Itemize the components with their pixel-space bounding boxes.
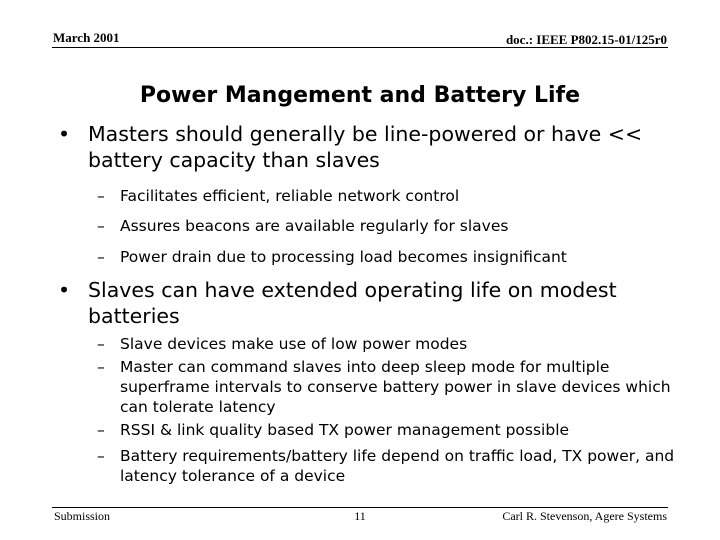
bullet-item xyxy=(58,121,658,173)
sub-bullet-marker: – xyxy=(97,217,105,235)
sub-bullet-text: Master can command slaves into deep sleep mode for multiple superframe intervals to conserve battery power in slave devices which can tolerate latency xyxy=(120,358,671,416)
sub-bullet-item xyxy=(97,247,677,267)
slide-title: Power Mangement and Battery Life xyxy=(139,83,581,108)
bullet-text: Slaves can have extended operating life on modest batteries xyxy=(88,278,617,328)
sub-bullet-marker: – xyxy=(97,248,105,266)
footer-page-number: 11 xyxy=(354,509,366,523)
footer-author: Carl R. Stevenson, Agere Systems xyxy=(502,509,667,523)
sub-bullet-item xyxy=(97,186,677,206)
sub-bullet-item xyxy=(97,357,677,417)
sub-bullet-marker: – xyxy=(97,187,105,205)
sub-bullet-text: Slave devices make use of low power modes xyxy=(120,335,468,353)
sub-bullet-marker: – xyxy=(97,447,105,465)
footer-divider xyxy=(52,507,668,508)
sub-bullet-item xyxy=(97,334,677,354)
sub-bullet-text: Battery requirements/battery life depend on traffic load, TX power, and latency tolerance of a device xyxy=(120,447,675,485)
sub-bullet-marker: – xyxy=(97,421,105,439)
bullet-marker: • xyxy=(58,278,71,302)
footer-submission: Submission xyxy=(54,509,111,523)
sub-bullet-item xyxy=(97,216,677,236)
sub-bullet-text: Assures beacons are available regularly for slaves xyxy=(120,217,509,235)
sub-bullet-marker: – xyxy=(97,335,105,353)
header-doc-id: doc.: IEEE P802.15-01/125r0 xyxy=(505,32,667,47)
sub-bullet-text: Facilitates efficient, reliable network control xyxy=(120,187,460,205)
sub-bullet-marker: – xyxy=(97,358,105,376)
header-divider xyxy=(52,47,668,48)
bullet-marker: • xyxy=(58,122,71,146)
sub-bullet-text: RSSI & link quality based TX power management possible xyxy=(120,421,570,439)
bullet-item xyxy=(58,277,658,329)
sub-bullet-text: Power drain due to processing load becomes insignificant xyxy=(120,248,567,266)
header-date: March 2001 xyxy=(53,30,120,45)
sub-bullet-item xyxy=(97,420,677,440)
bullet-text: Masters should generally be line-powered or have << battery capacity than slaves xyxy=(88,122,643,172)
sub-bullet-item xyxy=(97,446,677,486)
